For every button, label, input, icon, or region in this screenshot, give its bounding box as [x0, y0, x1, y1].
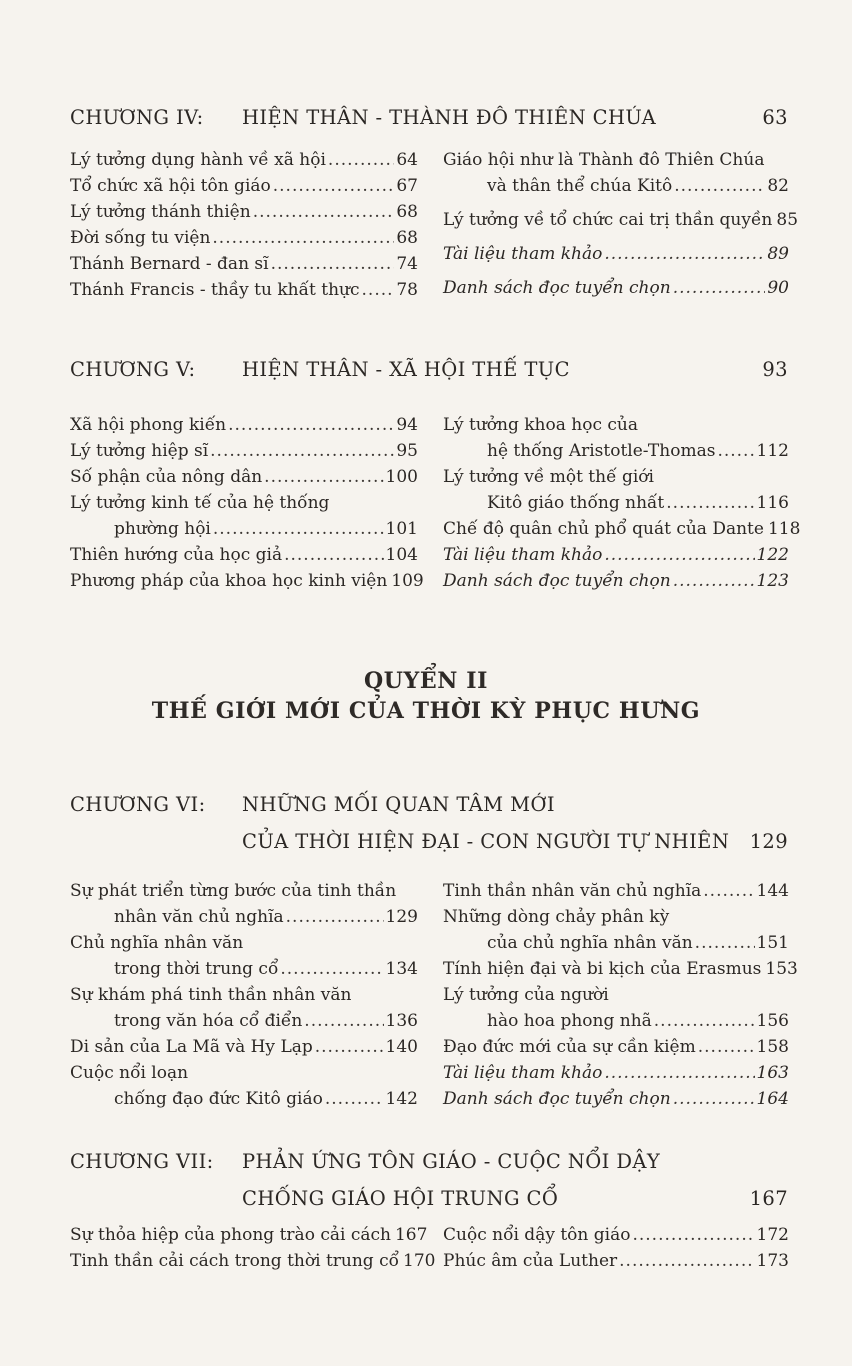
toc-entry-line[interactable]: Giáo hội như là Thành đô Thiên Chúa	[443, 150, 765, 170]
toc-entry[interactable]: Lý tưởng về tổ chức cai trị thần quyền 85	[443, 210, 799, 230]
toc-entry[interactable]: trong văn hóa cổ điển ..... 136	[70, 1008, 418, 1034]
toc-entry[interactable]: Lý tưởng hiệp sĩ ..... 95	[70, 438, 418, 464]
chapter-4-left-column	[70, 147, 418, 303]
chapter-6-title-line2: CỦA THỜI HIỆN ĐẠI - CON NGƯỜI TỰ NHIÊN	[242, 830, 730, 853]
chapter-5-left-column	[70, 412, 424, 594]
chapter-6-page: 129	[749, 830, 788, 853]
chapter-6-title-line1: NHỮNG MỐI QUAN TÂM MỚI	[242, 793, 556, 816]
toc-entry[interactable]: hệ thống Aristotle-Thomas ..... 112	[443, 438, 789, 464]
chapter-7-title-line2: CHỐNG GIÁO HỘI TRUNG CỔ	[242, 1187, 559, 1210]
toc-entry[interactable]: Tinh thần cải cách trong thời trung cổ 170	[70, 1251, 436, 1271]
chapter-5-title: HIỆN THÂN - XÃ HỘI THẾ TỤC	[242, 358, 570, 381]
toc-entry[interactable]: Phương pháp của khoa học kinh viện 109	[70, 571, 424, 591]
toc-entry-reading-list[interactable]: Danh sách đọc tuyển chọn ..... 123	[443, 568, 789, 594]
chapter-5-number: CHƯƠNG V:	[70, 358, 196, 381]
toc-entry[interactable]: Thánh Francis - thầy tu khất thực ..... 78	[70, 277, 418, 303]
toc-entry[interactable]: Thánh Bernard - đan sĩ ..... 74	[70, 251, 418, 277]
toc-entry[interactable]: Di sản của La Mã và Hy Lạp ..... 140	[70, 1034, 418, 1060]
chapter-6-left-column	[70, 878, 418, 1112]
toc-entry[interactable]: Xã hội phong kiến ..... 94	[70, 412, 418, 438]
toc-entry-references[interactable]: Tài liệu tham khảo ..... 89	[443, 241, 789, 267]
toc-entry[interactable]: Lý tưởng dụng hành về xã hội ..... 64	[70, 147, 418, 173]
toc-entry[interactable]: Chế độ quân chủ phổ quát của Dante 118	[443, 519, 801, 539]
toc-entry[interactable]: Sự thỏa hiệp của phong trào cải cách 167	[70, 1225, 428, 1245]
toc-entry-line[interactable]: Cuộc nổi loạn	[70, 1063, 189, 1083]
toc-entry-references[interactable]: Tài liệu tham khảo ..... 122	[443, 542, 789, 568]
chapter-7-title-line1: PHẢN ỨNG TÔN GIÁO - CUỘC NỔI DẬY	[242, 1150, 661, 1173]
toc-entry[interactable]: Tính hiện đại và bi kịch của Erasmus 153	[443, 959, 798, 979]
toc-entry[interactable]: Phúc âm của Luther ..... 173	[443, 1248, 789, 1274]
chapter-7-page: 167	[749, 1187, 788, 1210]
chapter-6-number: CHƯƠNG VI:	[70, 793, 206, 816]
toc-entry-line[interactable]: Lý tưởng về một thế giới	[443, 467, 654, 487]
chapter-5-right-column	[443, 412, 801, 594]
chapter-4-title: HIỆN THÂN - THÀNH ĐÔ THIÊN CHÚA	[242, 106, 657, 129]
toc-entry-reading-list[interactable]: Danh sách đọc tuyển chọn ..... 90	[443, 275, 789, 301]
toc-entry[interactable]: Tổ chức xã hội tôn giáo ..... 67	[70, 173, 418, 199]
toc-entry[interactable]: hào hoa phong nhã ..... 156	[443, 1008, 789, 1034]
chapter-7-left-column	[70, 1222, 436, 1274]
chapter-6-right-column	[443, 878, 798, 1112]
toc-entry[interactable]: và thân thể chúa Kitô ..... 82	[443, 173, 789, 199]
toc-entry[interactable]: Đạo đức mới của sự cần kiệm ..... 158	[443, 1034, 789, 1060]
toc-entry[interactable]: phường hội ..... 101	[70, 516, 418, 542]
toc-entry[interactable]: Thiên hướng của học giả ..... 104	[70, 542, 418, 568]
toc-entry-line[interactable]: Lý tưởng của người	[443, 985, 609, 1005]
toc-entry-reading-list[interactable]: Danh sách đọc tuyển chọn ..... 164	[443, 1086, 789, 1112]
toc-entry[interactable]: trong thời trung cổ ..... 134	[70, 956, 418, 982]
book-2-label: QUYỂN II	[364, 668, 488, 694]
toc-entry[interactable]: Đời sống tu viện ..... 68	[70, 225, 418, 251]
toc-entry[interactable]: Kitô giáo thống nhất ..... 116	[443, 490, 789, 516]
chapter-4-page: 63	[762, 106, 788, 129]
toc-entry[interactable]: của chủ nghĩa nhân văn ..... 151	[443, 930, 789, 956]
toc-entry[interactable]: chống đạo đức Kitô giáo ..... 142	[70, 1086, 418, 1112]
toc-entry-line[interactable]: Lý tưởng khoa học của	[443, 415, 638, 435]
chapter-7-right-column	[443, 1222, 789, 1274]
toc-entry[interactable]: nhân văn chủ nghĩa ..... 129	[70, 904, 418, 930]
toc-entry-line[interactable]: Những dòng chảy phân kỳ	[443, 907, 670, 927]
chapter-4-number: CHƯƠNG IV:	[70, 106, 204, 129]
toc-entry-line[interactable]: Chủ nghĩa nhân văn	[70, 933, 244, 953]
toc-entry-line[interactable]: Lý tưởng kinh tế của hệ thống	[70, 493, 330, 513]
book-2-title: THẾ GIỚI MỚI CỦA THỜI KỲ PHỤC HƯNG	[151, 698, 701, 724]
toc-entry-line[interactable]: Sự phát triển từng bước của tinh thần	[70, 881, 397, 901]
toc-entry[interactable]: Lý tưởng thánh thiện ..... 68	[70, 199, 418, 225]
toc-entry[interactable]: Cuộc nổi dậy tôn giáo ..... 172	[443, 1222, 789, 1248]
chapter-4-right-column	[443, 147, 799, 301]
toc-entry-line[interactable]: Sự khám phá tinh thần nhân văn	[70, 985, 352, 1005]
chapter-5-page: 93	[762, 358, 788, 381]
chapter-7-number: CHƯƠNG VII:	[70, 1150, 214, 1173]
toc-entry[interactable]: Tinh thần nhân văn chủ nghĩa ..... 144	[443, 878, 789, 904]
toc-entry[interactable]: Số phận của nông dân ..... 100	[70, 464, 418, 490]
toc-entry-references[interactable]: Tài liệu tham khảo ..... 163	[443, 1060, 789, 1086]
